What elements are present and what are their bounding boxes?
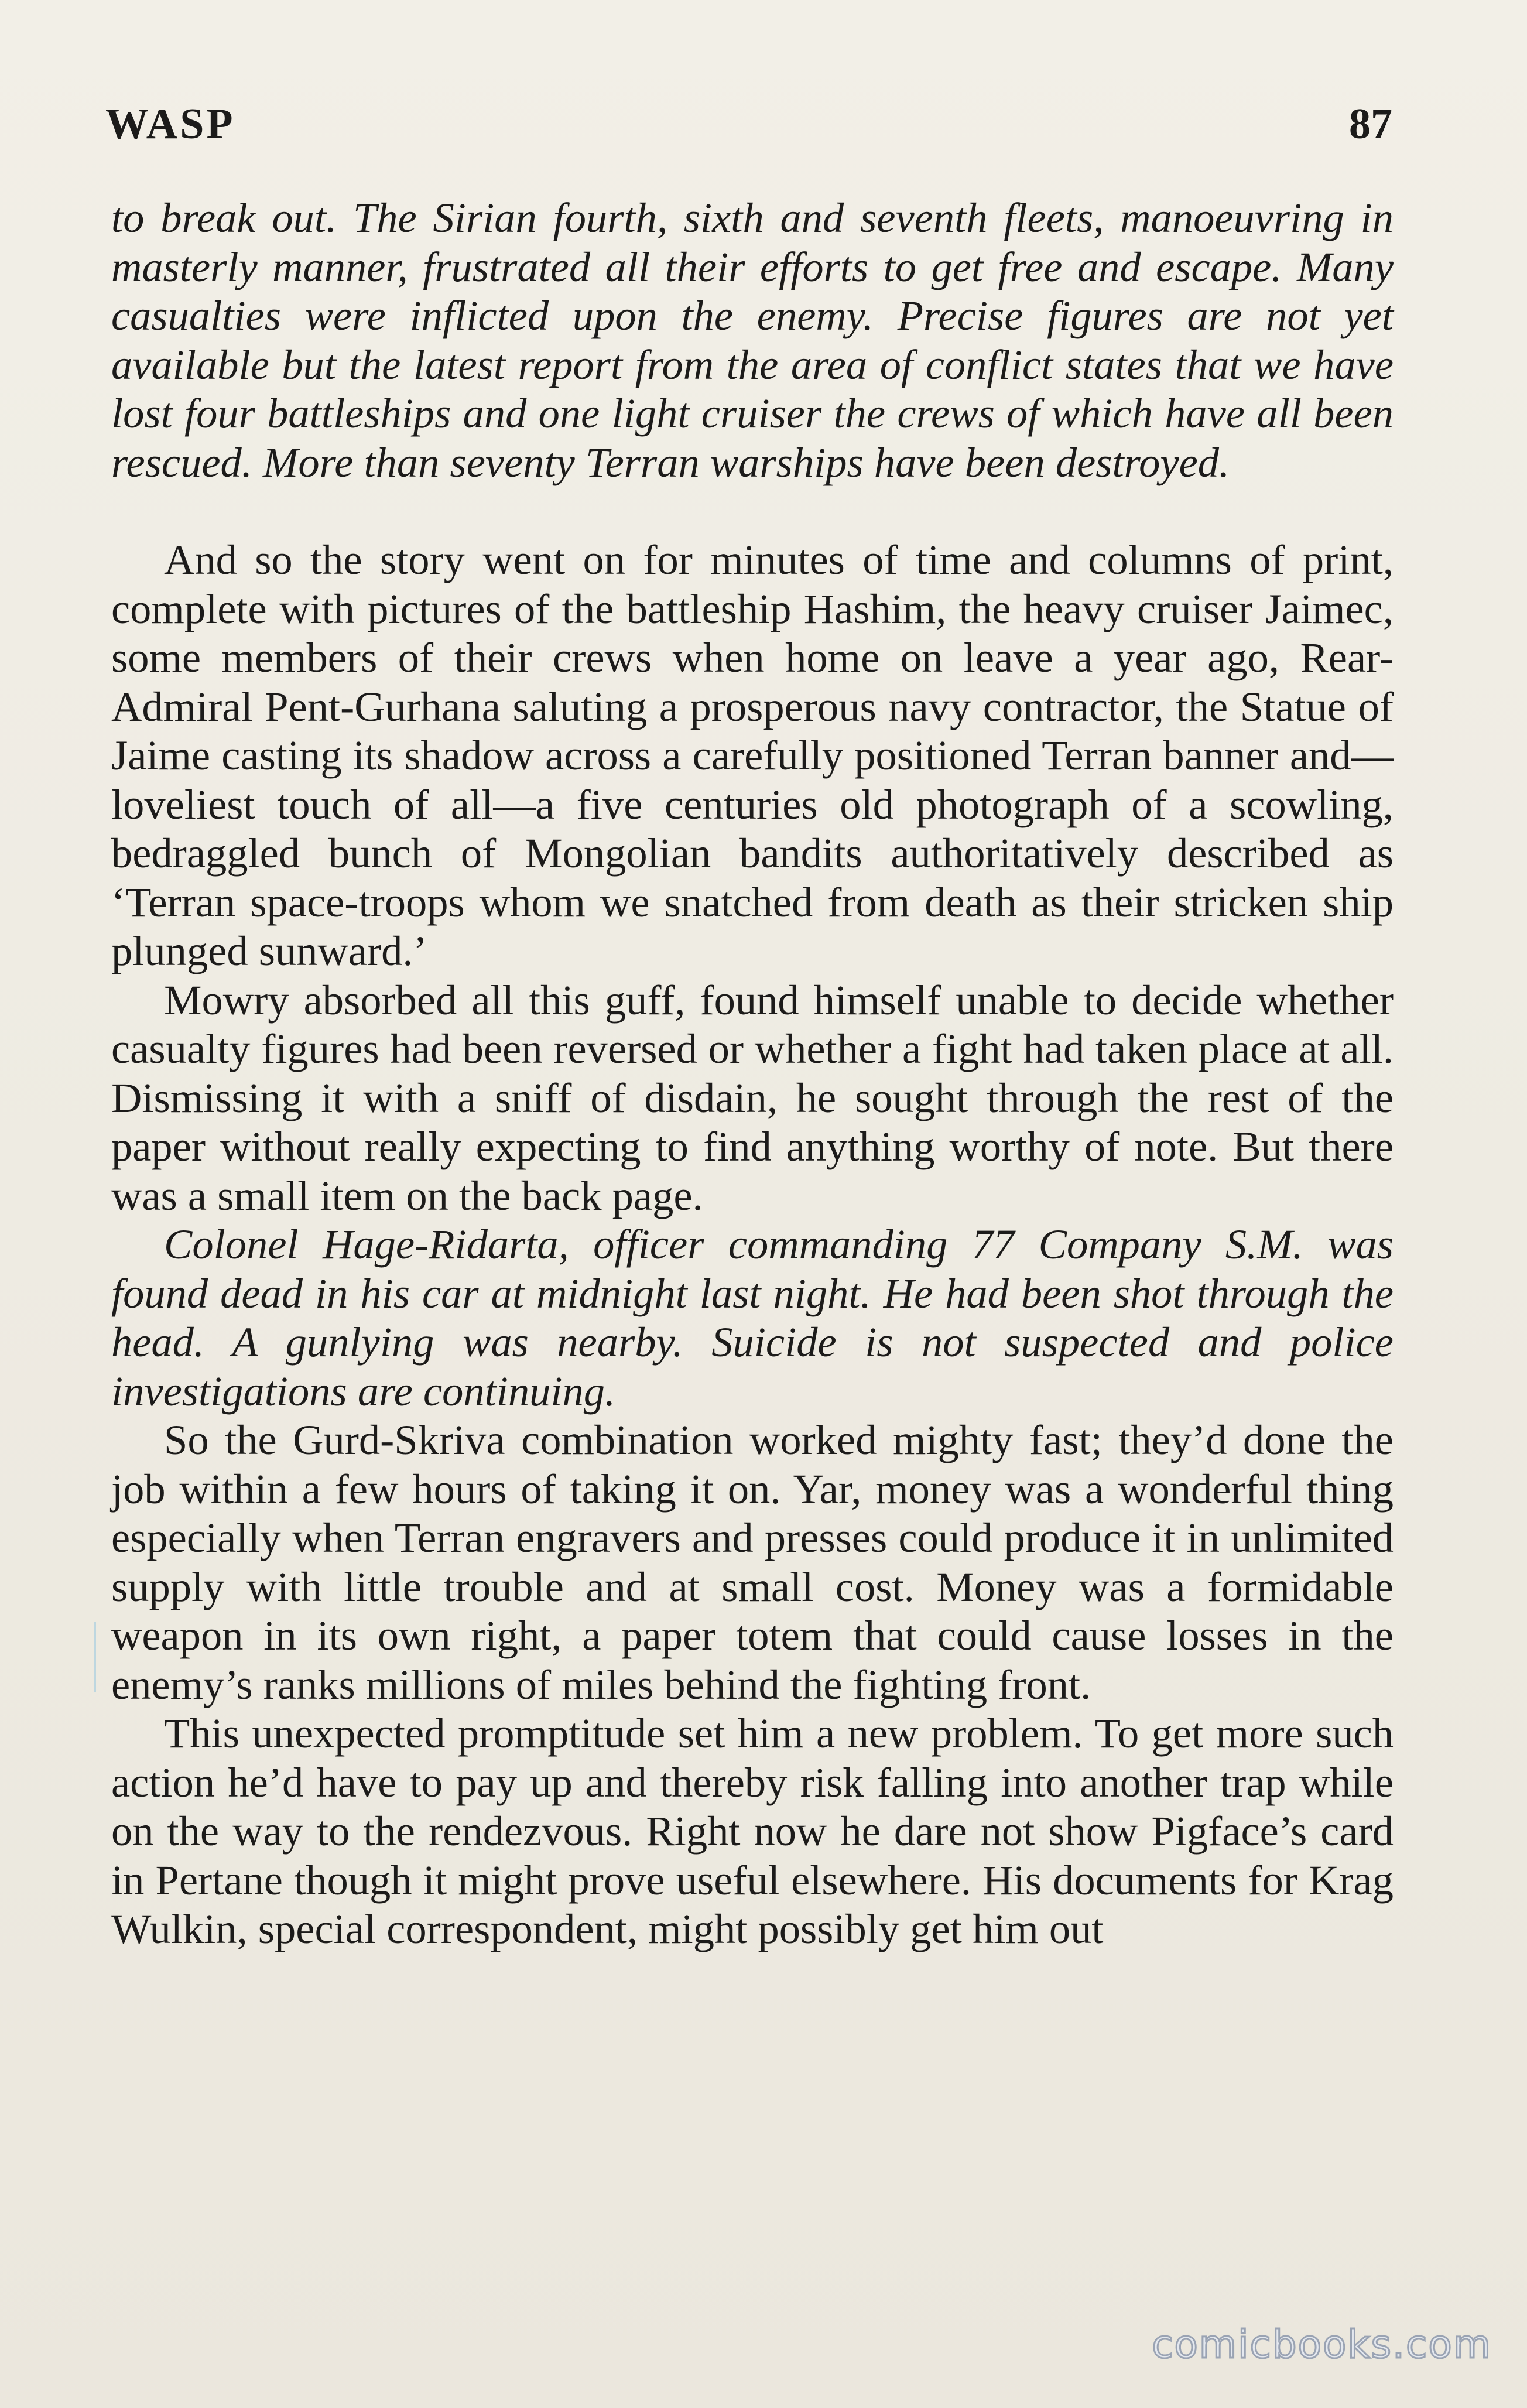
body-text (111, 193, 1394, 1954)
news-report-continued: to break out. The Sirian fourth, sixth and seventh fleets, manoeuvring in masterly manner, frustrated all their efforts to get free and escape. Many casualties were inflicted upon the enemy. Precise figures are not yet available but the latest report from the area of conflict states that we have lost four battleships and one light cruiser the crews of which have all been rescued. More than seventy Terran warships have been destroyed. (111, 194, 1394, 486)
paragraph-new-problem: This unexpected promptitude set him a new problem. To get more such action he’d have to pay up and thereby risk falling into another trap while on the way to the rendezvous. Right now he dare not show Pigface’s card in Pertane though it might prove useful elsewhere. His documents for Krag Wulkin, special correspondent, might possibly get him out (111, 1709, 1394, 1952)
margin-mark (94, 1622, 96, 1692)
news-item-colonel: Colonel Hage-Ridarta, officer commanding 77 Company S.M. was found dead in his car at midnight last night. He had been shot through the head. A gunlying was nearby. Suicide is not suspected and police investigations are continuing. (111, 1220, 1394, 1415)
paragraph-story-went-on: And so the story went on for minutes of time and columns of print, complete with pictures of the battleship Hashim, the heavy cruiser Jaimec, some members of their crews when home on leave a year ago, Rear-Admiral Pent-Gurhana saluting a prosperous navy contractor, the Statue of Jaime casting its shadow across a carefully positioned Terran banner and—loveliest touch of all—a five centuries old photograph of a scowling, bedraggled bunch of Mongolian bandits authoritatively described as ‘Terran space-troops whom we snatched from death as their stricken ship plunged sunward.’ (111, 536, 1394, 974)
page-header (105, 100, 1392, 164)
page-number: 87 (1349, 100, 1392, 148)
paragraph-gurd-skriva: So the Gurd-Skriva combination worked mighty fast; they’d done the job within a few hours of taking it on. Yar, money was a wonderful thing especially when Terran engravers and presses could produce it in unlimited supply with little trouble and at small cost. Money was a formidable weapon in its own right, a paper totem that could cause losses in the enemy’s ranks millions of miles behind the fighting front. (111, 1416, 1394, 1708)
running-head: WASP (105, 100, 235, 148)
watermark: comicbooks.com (1152, 2322, 1492, 2367)
paragraph-mowry-absorbed: Mowry absorbed all this guff, found himself unable to decide whether casualty figures had been reversed or whether a fight had taken place at all. Dismissing it with a sniff of disdain, he sought through the rest of the paper without really expecting to find anything worthy of note. But there was a small item on the back page. (111, 976, 1394, 1219)
